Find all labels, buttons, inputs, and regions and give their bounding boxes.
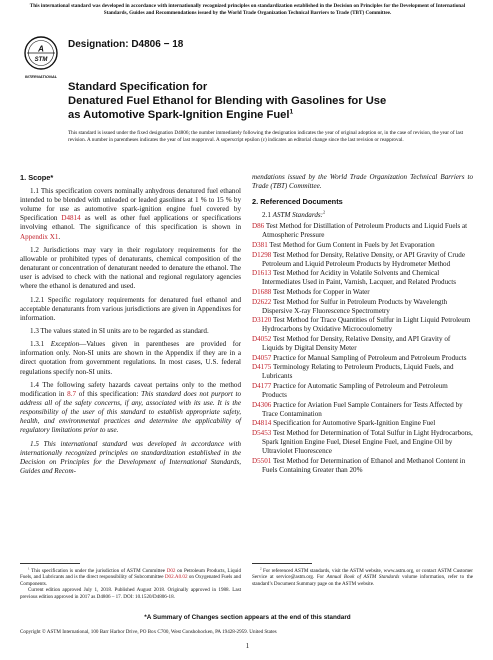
reference-code-link[interactable]: D381 (252, 241, 268, 250)
reference-title: Practice for Automatic Sampling of Petroleum and Petroleum Products (262, 382, 448, 400)
page-number: 1 (245, 642, 250, 650)
reference-title: Test Method for Trace Quantities of Sulfur in Light Liquid Petroleum Hydrocarbons by Oxidative Microcoulometry (262, 316, 471, 334)
footnote-1-edition: Current edition approved July 1, 2018. Published August 2018. Originally approved in 1988. Last previous edition approved in 2017 as D4806 – 17. DOI: 10.1520/D4806-18. (20, 587, 241, 600)
reference-title: Test Method for Acidity in Volatile Solvents and Chemical Intermediates Used in Paint, Varnish, Lacquer, and Related Products (262, 269, 457, 287)
copyright: Copyright © ASTM International, 100 Barr Harbor Drive, PO Box C700, West Conshohocken, PA 19428-2959. United States (20, 629, 277, 635)
footnote-1: $^1$ This specification is under the jurisdiction of ASTM Committee D02 on Petroleum Products, Liquid Fuels, and Lubricants and is the direct responsibility of Subcommittee D02.A0.02 on Oxygenated Fuels and Components. Current edition approved July 1, 2018. Published August 2018. Originally approved in 1988. Last previous edition approved in 2017 as D4806 – 17. DOI: 10.1520/D4806-18. (20, 563, 241, 600)
para-1-1: 1.1 This specification covers nominally anhydrous denatured fuel ethanol intended to be blended with unleaded or leaded gasolines at 1 % to 15 % by volume for use as automotive spark-ignition engine fuel covered by Specification D4814 as well as other fuel applications or specifications involving ethanol. The significance of this specification is shown in Appendix X1. (20, 187, 242, 241)
reference-item (252, 288, 473, 297)
footnote-2: $^2$ For referenced ASTM standards, visit the ASTM website, www.astm.org, or contact ASTM Customer Service at service@astm.org. For Annual Book of ASTM Standards volume information, refer to the standard’s Document Summary page on the ASTM website. (252, 563, 473, 587)
reference-code-link[interactable]: D1298 (252, 250, 272, 259)
left-column (20, 173, 241, 480)
reference-code-link[interactable]: D4175 (252, 363, 272, 372)
svg-text:INTERNATIONAL: INTERNATIONAL (24, 74, 58, 79)
link-d4814[interactable]: D4814 (61, 214, 81, 223)
title-line-2: Denatured Fuel Ethanol for Blending with Gasolines for Use (68, 95, 387, 107)
reference-title: Specification for Automotive Spark-Ignition Engine Fuel (271, 419, 436, 428)
reference-item (252, 251, 473, 269)
document-title (68, 80, 448, 122)
reference-title: Test Methods for Copper in Water (271, 288, 370, 297)
tbt-notice: This international standard was developed in accordance with internationally recognized principles on standardization established in the Decision on Principles for the Development of International Standards, Guides and Recommendations issued by the World Trade Organization Technical Barriers to Trade (TBT) Committee. (29, 3, 466, 16)
svg-text:A: A (38, 44, 44, 54)
reference-item (252, 457, 473, 475)
astm-logo (22, 33, 60, 83)
link-appendix-x1[interactable]: Appendix X1 (20, 232, 59, 241)
reference-title: Test Method for Distillation of Petroleum Products and Liquid Fuels at Atmospheric Pressure (262, 222, 468, 240)
reference-title: Terminology Relating to Petroleum Products, Liquid Fuels, and Lubricants (262, 363, 454, 381)
reference-item (252, 335, 473, 353)
para-1-2-1: 1.2.1 Specific regulatory requirements for denatured fuel ethanol and acceptable denaturants from various jurisdictions are given in Appendixes for information. (20, 295, 241, 322)
svg-text:STM: STM (34, 57, 48, 63)
reference-title: Test Method for Determination of Ethanol and Methanol Content in Fuels Containing Greater than 20% (262, 456, 466, 474)
footnote-rule (20, 563, 80, 564)
reference-title: Test Method for Density, Relative Density, and API Gravity of Liquids by Digital Density Meter (262, 335, 451, 353)
designation: Designation: D4806 − 18 (68, 39, 184, 50)
title-line-3: as Automotive Spark-Ignition Engine Fuel$^1$ (68, 108, 294, 121)
reference-item (252, 401, 473, 419)
footnote-rule-right (252, 563, 312, 564)
para-1-4: 1.4 The following safety hazards caveat pertains only to the method modification in 8.7 of this specification: This standard does not purport to address all of the safety concerns, if any, associated with its use. It is the responsibility of the user of this standard to establish appropriate safety, health, and environmental practices and determine the applicability of regulatory limitations prior to use. (20, 380, 241, 435)
astm-logo-icon (22, 33, 60, 83)
title-line-1: Standard Specification for (68, 81, 208, 93)
reference-code-link[interactable]: D4814 (252, 419, 272, 428)
para-1-5-cont: mendations issued by the World Trade Organization Technical Barriers to Trade (TBT) Committee. (252, 173, 473, 191)
reference-title: Test Method for Determination of Total Sulfur in Light Hydrocarbons, Spark Ignition Engine Fuel, Diesel Engine Fuel, and Engine Oil by Ultraviolet Fluorescence (262, 429, 473, 456)
reference-code-link[interactable]: D86 (252, 222, 265, 231)
reference-code-link[interactable]: D4306 (252, 400, 272, 409)
right-column (252, 173, 473, 476)
reference-code-link[interactable]: D1688 (252, 288, 272, 297)
astm-standards-intro: 2.1 ASTM Standards:$^2$ (262, 209, 326, 220)
reference-code-link[interactable]: D1613 (252, 269, 272, 278)
reference-code-link[interactable]: D2622 (252, 297, 272, 306)
reference-code-link[interactable]: D3120 (252, 316, 272, 325)
reference-title: Practice for Aviation Fuel Sample Containers for Tests Affected by Trace Contamination (262, 400, 463, 418)
reference-item (252, 316, 473, 334)
link-d02-a0-02[interactable]: D02.A0.02 (164, 574, 188, 581)
reference-item (252, 222, 473, 240)
para-1-2: 1.2 Jurisdictions may vary in their regulatory requirements for the allowable or prohibited types of denaturants, chemical composition of the denaturant or concentration of denaturant needed to denature the ethanol. The user is advised to check with the national and regional regulatory agencies where the ethanol is denatured and used. (20, 245, 241, 291)
issued-note: This standard is issued under the fixed designation D4806; the number immediately following the designation indicates the year of original adoption or, in the case of revision, the year of last revision. A number in parentheses indicates the year of last reapproval. A superscript epsilon (ε) indicates an editorial change since the last revision or reapproval. (68, 130, 464, 143)
reference-item (252, 241, 473, 250)
reference-title: Practice for Manual Sampling of Petroleum and Petroleum Products (271, 353, 467, 362)
references-heading: 2. Referenced Documents (252, 197, 343, 207)
title-footnote-mark: 1 (289, 108, 294, 116)
reference-item (252, 382, 473, 400)
summary-of-changes-note: *A Summary of Changes section appears at the end of this standard (144, 614, 351, 621)
reference-code-link[interactable]: D4057 (252, 353, 272, 362)
reference-item (252, 298, 473, 316)
reference-code-link[interactable]: D5501 (252, 456, 272, 465)
reference-code-link[interactable]: D4177 (252, 382, 272, 391)
reference-title: Test Method for Density, Relative Density, or API Gravity of Crude Petroleum and Liquid Petroleum Products by Hydrometer Method (262, 250, 466, 268)
scope-heading: 1. Scope* (20, 173, 54, 182)
reference-code-link[interactable]: D4052 (252, 335, 272, 344)
para-1-3-1: 1.3.1 Exception—Values given in parentheses are provided for information only. Non-SI units are shown in the Appendix if they are in a direct quotation from government regulations. In most cases, U.S. federal regulations specify non-SI units. (20, 340, 241, 376)
link-8-7[interactable]: 8.7 (67, 389, 77, 398)
para-1-5: 1.5 This international standard was developed in accordance with internationally recognized principles on standardization established in the Decision on Principles for the Development of International Standards, Guides and Recom- (20, 439, 241, 475)
reference-list (252, 222, 473, 475)
link-d02[interactable]: D02 (166, 568, 176, 574)
reference-code-link[interactable]: D5453 (252, 429, 272, 438)
reference-item (252, 419, 473, 428)
reference-title: Test Method for Gum Content in Fuels by Jet Evaporation (267, 241, 435, 250)
reference-item (252, 363, 473, 381)
reference-item (252, 429, 473, 456)
reference-item (252, 354, 473, 363)
para-1-3: 1.3 The values stated in SI units are to be regarded as standard. (30, 326, 209, 335)
reference-item (252, 269, 473, 287)
reference-title: Test Method for Sulfur in Petroleum Products by Wavelength Dispersive X-ray Fluorescence Spectrometry (262, 297, 448, 315)
